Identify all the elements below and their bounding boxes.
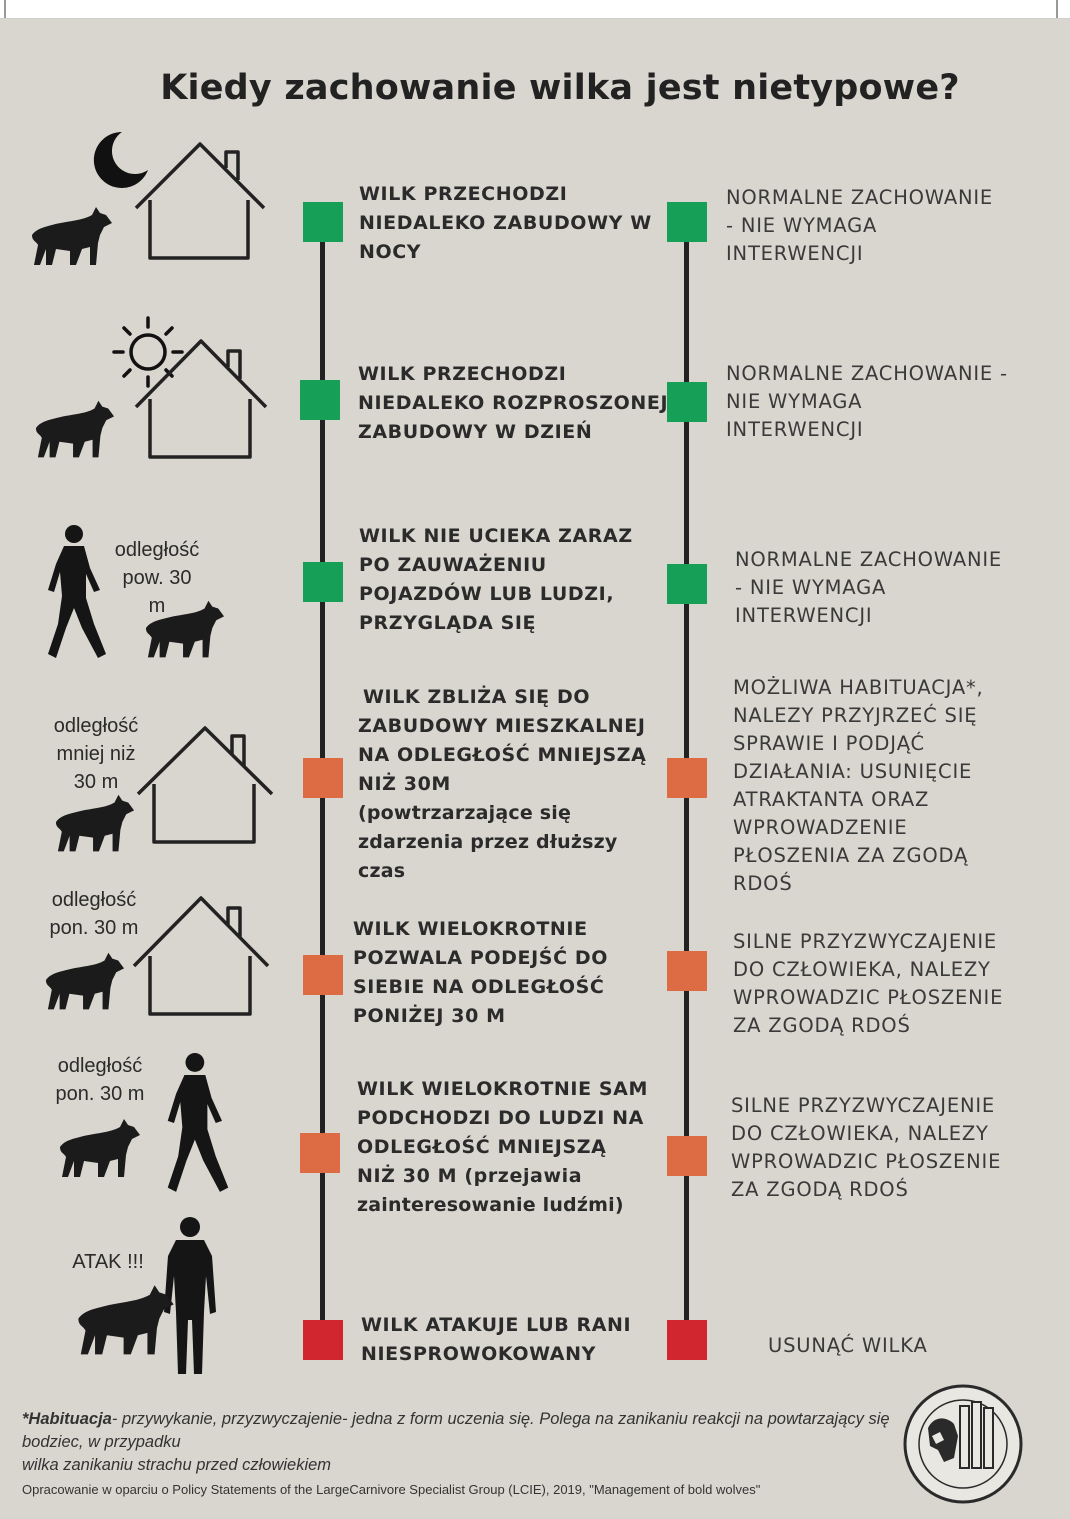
severity-marker-right bbox=[667, 382, 707, 422]
distance-label bbox=[42, 1052, 158, 1108]
behavior-line: PRZYGLĄDA SIĘ bbox=[359, 612, 537, 634]
severity-marker-left bbox=[303, 758, 343, 798]
behavior-line: NIEDALEKO ZABUDOWY W bbox=[359, 212, 652, 234]
action-line: PŁOSZENIA ZA ZGODĄ bbox=[733, 844, 969, 867]
behavior-line: NOCY bbox=[359, 241, 422, 263]
action-line: NORMALNE ZACHOWANIE bbox=[726, 186, 994, 209]
behavior-text bbox=[361, 1311, 631, 1369]
severity-marker-left bbox=[303, 202, 343, 242]
behavior-line: WILK NIE UCIEKA ZARAZ bbox=[359, 525, 633, 547]
behavior-line: ZABUDOWY MIESZKALNEJ bbox=[358, 715, 646, 737]
severity-marker-right bbox=[667, 1136, 707, 1176]
action-text bbox=[726, 184, 993, 268]
action-text bbox=[733, 928, 1003, 1040]
footnote bbox=[22, 1408, 902, 1477]
action-line: NALEZY PRZYJRZEĆ SIĘ bbox=[733, 704, 978, 727]
severity-marker-left bbox=[303, 955, 343, 995]
behavior-line: NA ODLEGŁOŚĆ MNIEJSZĄ bbox=[358, 744, 647, 766]
action-line: RDOŚ bbox=[733, 872, 793, 895]
house-icon bbox=[130, 138, 270, 262]
behavior-text bbox=[357, 1075, 648, 1220]
action-line: INTERWENCJI bbox=[735, 604, 873, 627]
action-line: - NIE WYMAGA bbox=[735, 576, 887, 599]
behavior-line: ZABUDOWY W DZIEŃ bbox=[358, 421, 593, 443]
action-line: WPROWADZENIE bbox=[733, 816, 908, 839]
distance-line: odległość bbox=[114, 539, 200, 561]
behavior-line: zainteresowanie ludźmi) bbox=[357, 1194, 624, 1216]
action-line: SILNE PRZYZWYCZAJENIE bbox=[731, 1094, 996, 1117]
distance-line: odległość bbox=[57, 1055, 143, 1077]
action-line: NORMALNE ZACHOWANIE bbox=[735, 548, 1003, 571]
action-line: WPROWADZIC PŁOSZENIE bbox=[731, 1150, 1002, 1173]
footnote-definition: - przywykanie, przyzwyczajenie- jedna z form uczenia się. Polega na zanikaniu reakcji na powtarzający się bodziec, w przypadku bbox=[22, 1410, 890, 1451]
page-title: Kiedy zachowanie wilka jest nietypowe? bbox=[160, 68, 960, 108]
strip-edge-left bbox=[4, 0, 6, 18]
severity-marker-right bbox=[667, 951, 707, 991]
behavior-text bbox=[359, 522, 633, 638]
attack-text: ATAK !!! bbox=[72, 1251, 144, 1273]
house-icon bbox=[128, 892, 274, 1018]
behavior-note-line: czas bbox=[358, 860, 406, 882]
behavior-line: PO ZAUWAŻENIU bbox=[359, 554, 547, 576]
behavior-line: POZWALA PODEJŚĆ DO bbox=[353, 947, 608, 969]
action-text bbox=[733, 674, 984, 898]
action-line: MOŻLIWA HABITUACJA*, bbox=[733, 676, 984, 699]
behavior-line: NIESPROWOKOWANY bbox=[361, 1343, 596, 1365]
behavior-line: ODLEGŁOŚĆ MNIEJSZĄ bbox=[357, 1136, 607, 1158]
action-line: - NIE WYMAGA bbox=[726, 214, 878, 237]
person-icon bbox=[162, 1052, 234, 1196]
behavior-line: WILK PRZECHODZI bbox=[358, 363, 567, 385]
source-note: Opracowanie w oparciu o Policy Statements of the LargeCarnivore Specialist Group (LCIE), 2019, "Management of bold wolves" bbox=[22, 1482, 761, 1497]
action-text bbox=[726, 360, 1008, 444]
wolf-icon bbox=[30, 205, 114, 269]
action-line: SILNE PRZYZWYCZAJENIE bbox=[733, 930, 998, 953]
footnote-definition-end: wilka zanikaniu strachu przed człowiekiem bbox=[22, 1456, 332, 1474]
behavior-text bbox=[358, 683, 646, 886]
behavior-line: NIŻ 30M bbox=[358, 773, 451, 795]
footnote-term: *Habituacja bbox=[22, 1410, 112, 1428]
action-text bbox=[735, 546, 1002, 630]
distance-line: pow. 30 m bbox=[122, 567, 192, 617]
behavior-note-line: zdarzenia przez dłuższy bbox=[358, 831, 618, 853]
wolf-icon bbox=[144, 598, 226, 662]
action-line: SPRAWIE I PODJĄĆ bbox=[733, 732, 925, 755]
wolf-icon bbox=[34, 398, 116, 462]
severity-marker-left bbox=[300, 380, 340, 420]
action-line: DO CZŁOWIEKA, NALEZY bbox=[731, 1122, 989, 1145]
severity-marker-right bbox=[667, 1320, 707, 1360]
action-line: ATRAKTANTA ORAZ bbox=[733, 788, 930, 811]
person-icon bbox=[44, 524, 110, 662]
action-text bbox=[768, 1332, 928, 1360]
behavior-line: SIEBIE NA ODLEGŁOŚĆ bbox=[353, 976, 605, 998]
association-seal-logo bbox=[888, 1376, 1038, 1506]
behavior-text bbox=[353, 915, 608, 1031]
action-line: ZA ZGODĄ RDOŚ bbox=[731, 1178, 909, 1201]
action-line: USUNĄĆ WILKA bbox=[768, 1334, 928, 1357]
behavior-line: WILK PRZECHODZI bbox=[359, 183, 568, 205]
distance-line: odległość bbox=[53, 715, 139, 737]
behavior-line: WILK WIELOKROTNIE SAM bbox=[357, 1078, 648, 1100]
distance-line: 30 m bbox=[73, 771, 119, 793]
attack-label bbox=[56, 1248, 160, 1276]
behavior-line: NIŻ 30 M (przejawia bbox=[357, 1165, 583, 1187]
severity-marker-right bbox=[667, 758, 707, 798]
wolf-icon bbox=[58, 1116, 142, 1182]
severity-marker-left bbox=[303, 562, 343, 602]
severity-marker-left bbox=[303, 1320, 343, 1360]
distance-line: mniej niż bbox=[56, 743, 136, 765]
action-line: DZIAŁANIA: USUNIĘCIE bbox=[733, 760, 973, 783]
house-icon bbox=[130, 335, 272, 461]
behavior-text bbox=[358, 360, 668, 447]
wolf-icon bbox=[54, 792, 136, 856]
house-icon bbox=[132, 722, 278, 846]
action-line: INTERWENCJI bbox=[726, 242, 864, 265]
wolf-icon bbox=[44, 950, 126, 1014]
wolf-icon bbox=[76, 1280, 176, 1362]
behavior-note-line: (powtrzarzające się bbox=[358, 802, 572, 824]
behavior-line: PODCHODZI DO LUDZI NA bbox=[357, 1107, 644, 1129]
behavior-line: WILK ZBLIŻA SIĘ DO bbox=[363, 686, 591, 708]
severity-marker-right bbox=[667, 564, 707, 604]
distance-line: pon. 30 m bbox=[55, 1083, 145, 1105]
action-line: NORMALNE ZACHOWANIE - bbox=[726, 362, 1008, 385]
behavior-line: WILK ATAKUJE LUB RANI bbox=[361, 1314, 632, 1336]
top-strip bbox=[0, 0, 1070, 19]
action-line: DO CZŁOWIEKA, NALEZY bbox=[733, 958, 991, 981]
action-text bbox=[731, 1092, 1001, 1204]
action-line: NIE WYMAGA bbox=[726, 390, 863, 413]
action-line: INTERWENCJI bbox=[726, 418, 864, 441]
behavior-text bbox=[359, 180, 652, 267]
severity-marker-left bbox=[300, 1133, 340, 1173]
distance-line: odległość bbox=[51, 889, 137, 911]
action-line: WPROWADZIC PŁOSZENIE bbox=[733, 986, 1004, 1009]
severity-marker-right bbox=[667, 202, 707, 242]
action-line: ZA ZGODĄ RDOŚ bbox=[733, 1014, 911, 1037]
strip-edge-right bbox=[1056, 0, 1058, 18]
distance-line: pon. 30 m bbox=[49, 917, 139, 939]
behavior-line: POJAZDÓW LUB LUDZI, bbox=[359, 583, 615, 605]
behavior-line: NIEDALEKO ROZPROSZONEJ bbox=[358, 392, 669, 414]
behavior-line: PONIŻEJ 30 M bbox=[353, 1005, 506, 1027]
behavior-line: WILK WIELOKROTNIE bbox=[353, 918, 588, 940]
